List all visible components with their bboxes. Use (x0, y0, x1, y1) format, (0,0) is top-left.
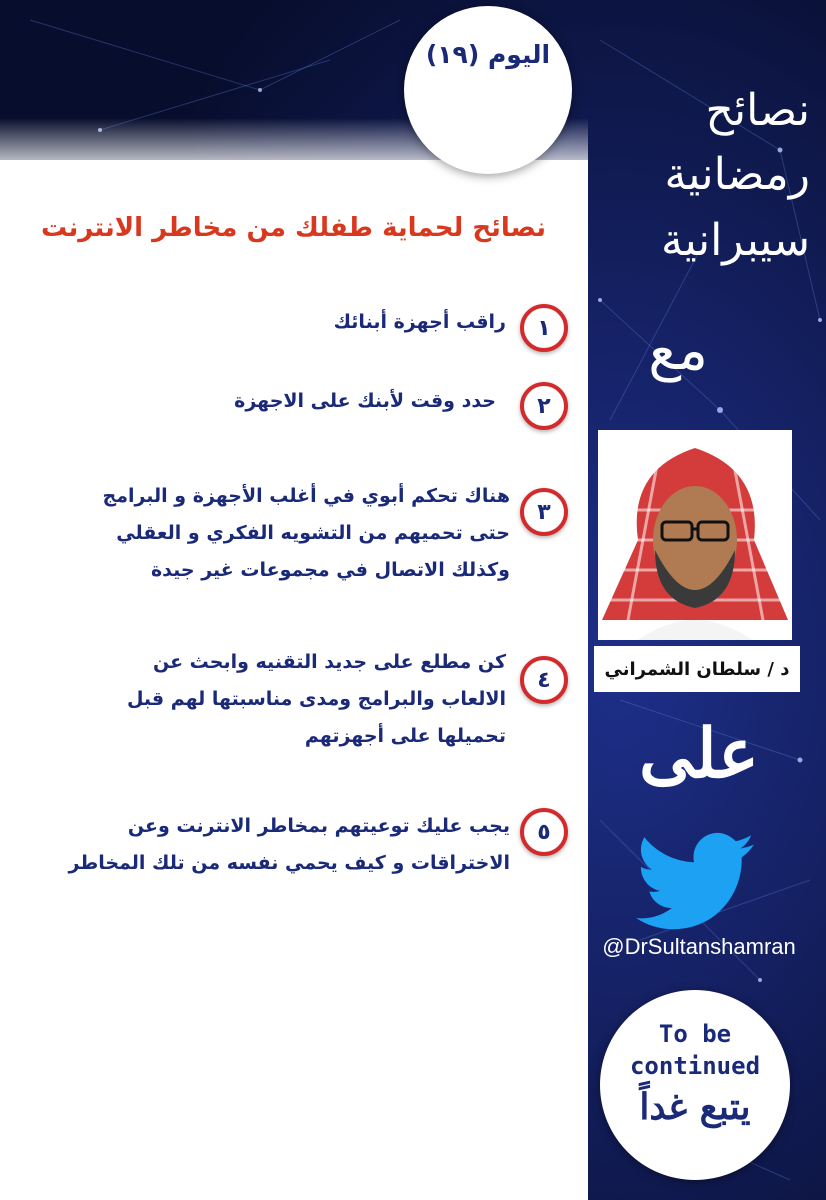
twitter-handle[interactable]: @DrSultanshamran (602, 934, 796, 959)
page-title: نصائح لحماية طفلك من مخاطر الانترنت (40, 213, 546, 243)
tip-number-4: ٤ (520, 656, 568, 704)
side-title-3: سيبرانية (660, 215, 810, 266)
tip-text-3 (40, 478, 510, 589)
tip-line: الاختراقات و كيف يحمي نفسه من تلك المخاطر (68, 852, 510, 874)
tip-text-2 (26, 383, 496, 420)
continued-en-line2: continued (629, 1052, 761, 1080)
presenter-name: د / سلطان الشمراني (594, 646, 800, 692)
side-title-with: مع (648, 318, 708, 383)
on-label: على (639, 714, 759, 794)
tip-text-5 (40, 808, 510, 882)
tip-number-3: ٣ (520, 488, 568, 536)
tip-line: تحميلها على أجهزتهم (304, 725, 506, 747)
day-label: اليوم (١٩) (425, 40, 551, 69)
continued-en (600, 1018, 790, 1082)
presenter-photo (598, 430, 792, 640)
day-badge (404, 6, 572, 174)
tip-line: حدد وقت لأبنك على الاجهزة (234, 390, 496, 412)
twitter-bird-icon (636, 832, 754, 932)
side-title-2: رمضانية (664, 149, 810, 200)
continued-ar: يتبع غداً (639, 1086, 751, 1128)
tip-number-1: ١ (520, 304, 568, 352)
tip-line: هناك تحكم أبوي في أغلب الأجهزة و البرامج (102, 485, 510, 507)
tip-line: حتى تحميهم من التشويه الفكري و العقلي (116, 522, 510, 544)
tip-line: يجب عليك توعيتهم بمخاطر الانترنت وعن (127, 815, 510, 837)
tip-line: كن مطلع على جديد التقنيه وابحث عن (152, 651, 506, 673)
tip-line: راقب أجهزة أبنائك (333, 311, 506, 333)
tip-line: الالعاب والبرامج ومدى مناسبتها لهم قبل (126, 688, 506, 710)
continued-en-line1: To be (658, 1020, 732, 1048)
tip-line: وكذلك الاتصال في مجموعات غير جيدة (150, 559, 510, 581)
tip-text-1 (36, 304, 506, 341)
continued-badge (600, 990, 790, 1180)
side-title-1: نصائح (705, 85, 810, 136)
tip-number-5: ٥ (520, 808, 568, 856)
tip-number-2: ٢ (520, 382, 568, 430)
tip-text-4 (36, 644, 506, 755)
